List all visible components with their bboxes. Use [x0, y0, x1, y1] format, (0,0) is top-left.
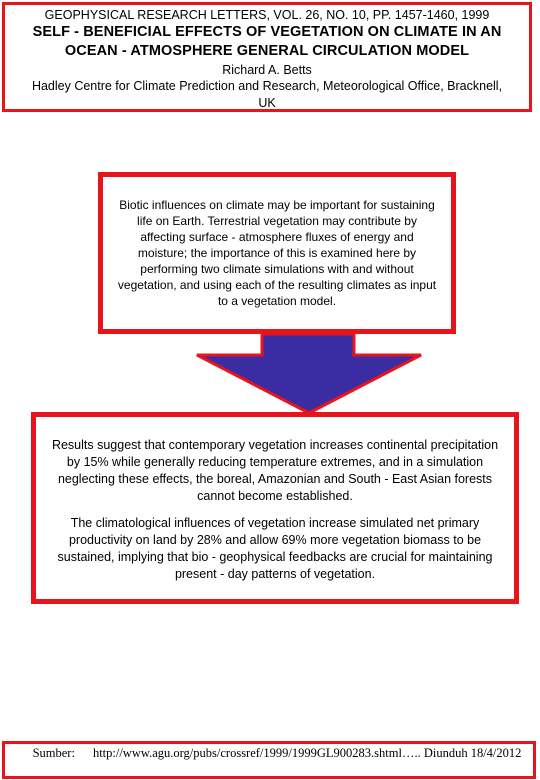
author-name: Richard A. Betts	[222, 63, 312, 77]
paper-title: SELF - BENEFICIAL EFFECTS OF VEGETATION ON CLIMATE IN AN OCEAN - ATMOSPHERE GENERAL CIRCULATION MODEL	[32, 24, 502, 59]
source-link[interactable]: http://www.agu.org/pubs/crossref/1999/1999GL900283.shtml….. Diunduh 18/4/2012	[92, 746, 522, 760]
results-paragraph-2: The climatological influences of vegetation increase simulated net primary productivity on land by 28% and allow 69% more vegetation biomass to be sustained, implying that bio - geophysical feedbacks are crucial for maintaining present - day patterns of vegetation.	[57, 516, 493, 581]
source-label: Sumber:	[32, 746, 75, 760]
author-affiliation: Hadley Centre for Climate Prediction and Research, Meteorological Office, Bracknell, UK	[31, 79, 503, 110]
source-box	[2, 741, 536, 779]
journal-citation: GEOPHYSICAL RESEARCH LETTERS, VOL. 26, NO. 10, PP. 1457-1460, 1999	[44, 8, 490, 22]
results-paragraph-1: Results suggest that contemporary vegetation increases continental precipitation by 15% while generally reducing temperature extremes, and in a simulation neglecting these effects, the boreal, Amazonian and South - East Asian forests cannot become established.	[51, 438, 499, 503]
results-box	[31, 412, 519, 604]
abstract-text: Biotic influences on climate may be important for sustaining life on Earth. Terrestrial vegetation may contribute by affecting surface - atmosphere fluxes of energy and moisture; the importance of this is examined here by performing two climate simulations with and without vegetation, and using each of the resulting climates as input to a vegetation model.	[117, 198, 437, 308]
down-arrow-shape	[197, 334, 421, 413]
